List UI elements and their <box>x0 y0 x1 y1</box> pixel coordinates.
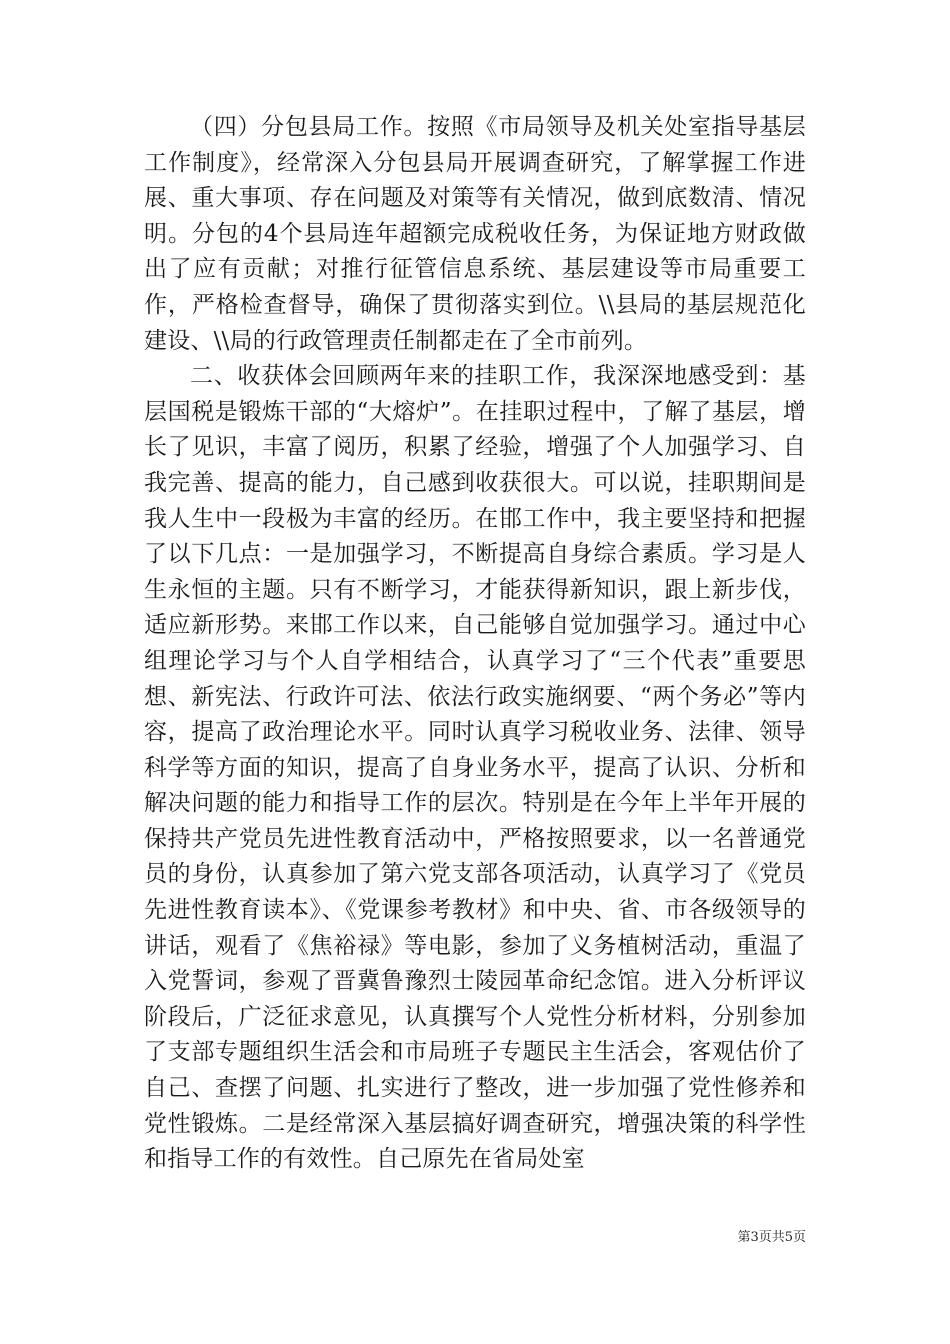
document-body <box>144 110 806 1178</box>
paragraph-gains: 二、收获体会回顾两年来的挂职工作，我深深地感受到：基层国税是锻炼干部的“大熔炉”。在挂职过程中，了解了基层，增长了见识，丰富了阅历，积累了经验，增强了个人加强学习、自我完善、提高的能力，自己感到收获很大。可以说，挂职期间是我人生中一段极为丰富的经历。在邯工作中，我主要坚持和把握了以下几点：一是加强学习，不断提高自身综合素质。学习是人生永恒的主题。只有不断学习，才能获得新知识，跟上新步伐，适应新形势。来邯工作以来，自己能够自觉加强学习。通过中心组理论学习与个人自学相结合，认真学习了“三个代表”重要思想、新宪法、行政许可法、依法行政实施纲要、“两个务必”等内容，提高了政治理论水平。同时认真学习税收业务、法律、领导科学等方面的知识，提高了自身业务水平，提高了认识、分析和解决问题的能力和指导工作的层次。特别是在今年上半年开展的保持共产党员先进性教育活动中，严格按照要求，以一名普通党员的身份，认真参加了第六党支部各项活动，认真学习了《党员先进性教育读本》、《党课参考教材》和中央、省、市各级领导的讲话，观看了《焦裕禄》等电影，参加了义务植树活动，重温了入党誓词，参观了晋冀鲁豫烈士陵园革命纪念馆。进入分析评议阶段后，广泛征求意见，认真撰写个人党性分析材料，分别参加了支部专题组织生活会和市局班子专题民主生活会，客观估价了自己、查摆了问题、扎实进行了整改，进一步加强了党性修养和党性锻炼。二是经常深入基层搞好调查研究，增强决策的科学性和指导工作的有效性。自己原先在省局处室 <box>144 363 806 1173</box>
page-number: 第3页共5页 <box>737 1230 806 1245</box>
paragraph-county-work: （四）分包县局工作。按照《市局领导及机关处室指导基层工作制度》，经常深入分包县局开展调查研究，了解掌握工作进展、重大事项、存在问题及对策等有关情况，做到底数清、情况明。分包的4个县局连年超额完成税收任务，为保证地方财政做出了应有贡献；对推行征管信息系统、基层建设等市局重要工作，严格检查督导，确保了贯彻落实到位。\\县局的基层规范化建设、\\局的行政管理责任制都走在了全市前列。 <box>144 114 806 354</box>
